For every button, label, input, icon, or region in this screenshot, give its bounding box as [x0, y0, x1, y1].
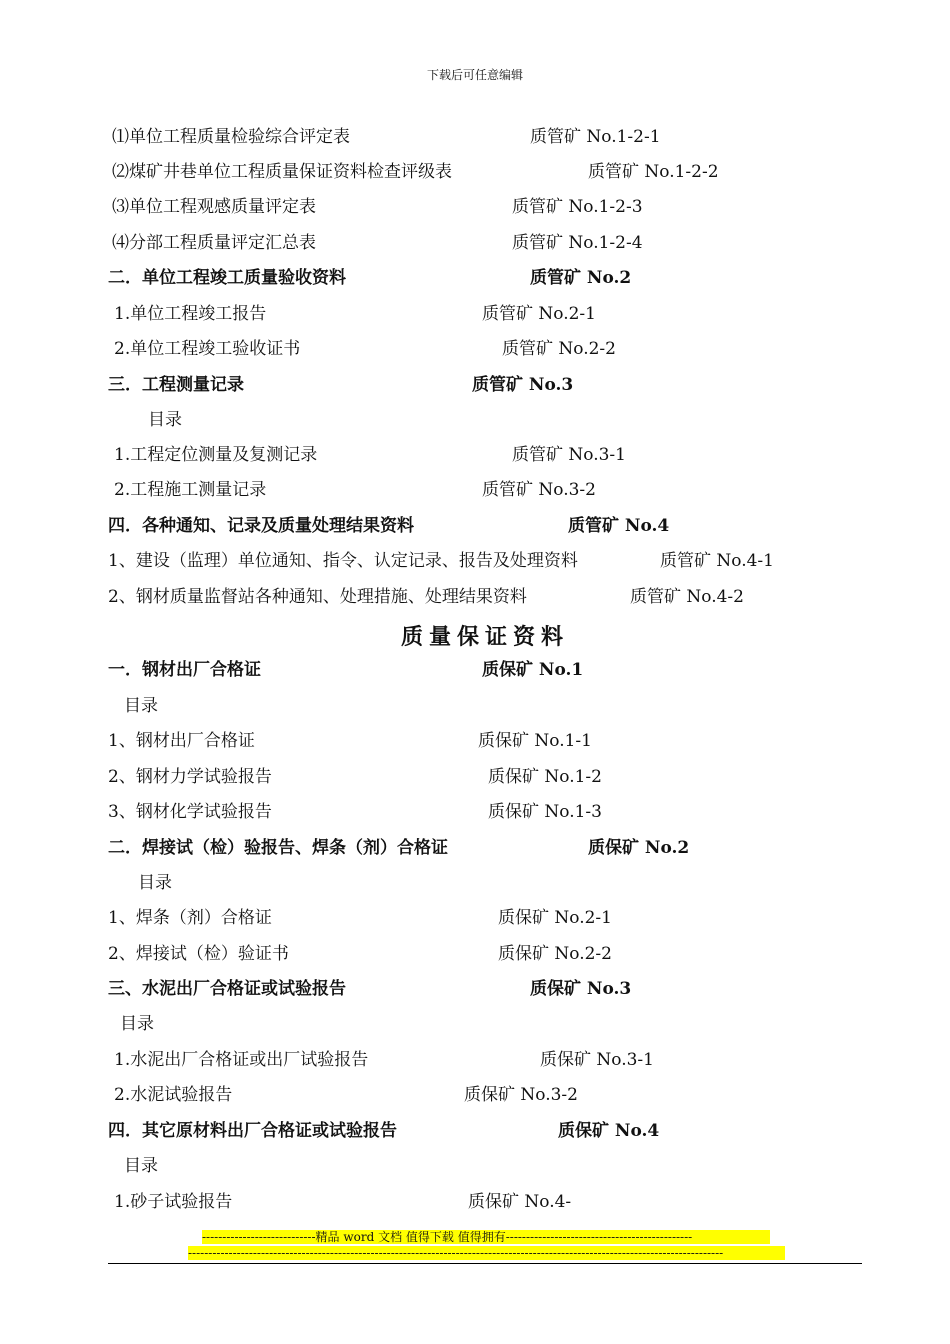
heading-qa-no2: 二．焊接试（检）验报告、焊条（剂）合格证 — [108, 838, 448, 858]
heading-no4: 四．各种通知、记录及质量处理结果资料 — [108, 516, 414, 536]
row-code-4-1: 质管矿 No.4-1 — [660, 551, 774, 571]
heading-code-no4: 质管矿 No.4 — [568, 516, 670, 536]
footer-dashes: ------------------------------------------------------------------------------------------------------------------------------------ — [188, 1246, 785, 1260]
row-code-qa-1-1: 质保矿 No.1-1 — [478, 731, 592, 751]
row-code-qa-3-2: 质保矿 No.3-2 — [464, 1085, 578, 1105]
heading-code-qa-no2: 质保矿 No.2 — [588, 838, 690, 858]
row-text-1-2-4: ⑷分部工程质量评定汇总表 — [112, 233, 316, 253]
row-code-4-2: 质管矿 No.4-2 — [630, 587, 744, 607]
section-title: 质量保证资料 — [400, 624, 569, 650]
row-text-1-2-3: ⑶单位工程观感质量评定表 — [112, 197, 316, 217]
row-text-qa-2-1: 1、焊条（剂）合格证 — [108, 908, 272, 928]
row-text-qa-4: 1.砂子试验报告 — [114, 1192, 233, 1212]
heading-qa-no1: 一．钢材出厂合格证 — [108, 660, 261, 680]
row-code-qa-4: 质保矿 No.4- — [468, 1192, 572, 1212]
row-code-3-1: 质管矿 No.3-1 — [512, 445, 626, 465]
row-code-qa-2-1: 质保矿 No.2-1 — [498, 908, 612, 928]
heading-no3: 三．工程测量记录 — [108, 375, 244, 395]
row-text-qa-1-1: 1、钢材出厂合格证 — [108, 731, 255, 751]
row-code-2-1: 质管矿 No.2-1 — [482, 304, 596, 324]
row-text-4-1: 1、建设（监理）单位通知、指令、认定记录、报告及处理资料 — [108, 551, 578, 571]
catalog-label: 目录 — [148, 410, 182, 430]
row-code-3-2: 质管矿 No.3-2 — [482, 480, 596, 500]
heading-code-no2: 质管矿 No.2 — [530, 268, 632, 288]
row-code-qa-2-2: 质保矿 No.2-2 — [498, 944, 612, 964]
catalog-label: 目录 — [124, 1156, 158, 1176]
row-code-1-2-4: 质管矿 No.1-2-4 — [512, 233, 643, 253]
row-text-qa-1-2: 2、钢材力学试验报告 — [108, 767, 272, 787]
heading-qa-no3: 三、水泥出厂合格证或试验报告 — [108, 979, 346, 999]
row-code-1-2-1: 质管矿 No.1-2-1 — [530, 127, 661, 147]
catalog-label: 目录 — [120, 1014, 154, 1034]
row-code-2-2: 质管矿 No.2-2 — [502, 339, 616, 359]
row-text-qa-3-2: 2.水泥试验报告 — [114, 1085, 233, 1105]
heading-code-qa-no3: 质保矿 No.3 — [530, 979, 632, 999]
row-text-4-2: 2、钢材质量监督站各种通知、处理措施、处理结果资料 — [108, 587, 527, 607]
row-text-1-2-2: ⑵煤矿井巷单位工程质量保证资料检查评级表 — [112, 162, 452, 182]
footer-rule — [108, 1263, 862, 1264]
row-code-1-2-2: 质管矿 No.1-2-2 — [588, 162, 719, 182]
heading-qa-no4: 四．其它原材料出厂合格证或试验报告 — [108, 1121, 397, 1141]
row-code-1-2-3: 质管矿 No.1-2-3 — [512, 197, 643, 217]
row-text-2-1: 1.单位工程竣工报告 — [114, 304, 267, 324]
row-text-3-2: 2.工程施工测量记录 — [114, 480, 267, 500]
heading-code-qa-no1: 质保矿 No.1 — [482, 660, 584, 680]
row-code-qa-1-3: 质保矿 No.1-3 — [488, 802, 602, 822]
row-text-qa-2-2: 2、焊接试（检）验证书 — [108, 944, 289, 964]
catalog-label: 目录 — [124, 696, 158, 716]
heading-code-no3: 质管矿 No.3 — [472, 375, 574, 395]
row-code-qa-3-1: 质保矿 No.3-1 — [540, 1050, 654, 1070]
heading-code-qa-no4: 质保矿 No.4 — [558, 1121, 660, 1141]
row-text-qa-1-3: 3、钢材化学试验报告 — [108, 802, 272, 822]
row-text-1-2-1: ⑴单位工程质量检验综合评定表 — [112, 127, 350, 147]
heading-no2: 二．单位工程竣工质量验收资料 — [108, 268, 346, 288]
footer-banner: ----------------------------精品 word 文档 值得下载 值得拥有---------------------------------------------- — [202, 1230, 770, 1244]
row-text-qa-3-1: 1.水泥出厂合格证或出厂试验报告 — [114, 1050, 369, 1070]
catalog-label: 目录 — [138, 873, 172, 893]
row-text-3-1: 1.工程定位测量及复测记录 — [114, 445, 318, 465]
row-text-2-2: 2.单位工程竣工验收证书 — [114, 339, 301, 359]
page-header: 下载后可任意编辑 — [426, 68, 523, 82]
row-code-qa-1-2: 质保矿 No.1-2 — [488, 767, 602, 787]
